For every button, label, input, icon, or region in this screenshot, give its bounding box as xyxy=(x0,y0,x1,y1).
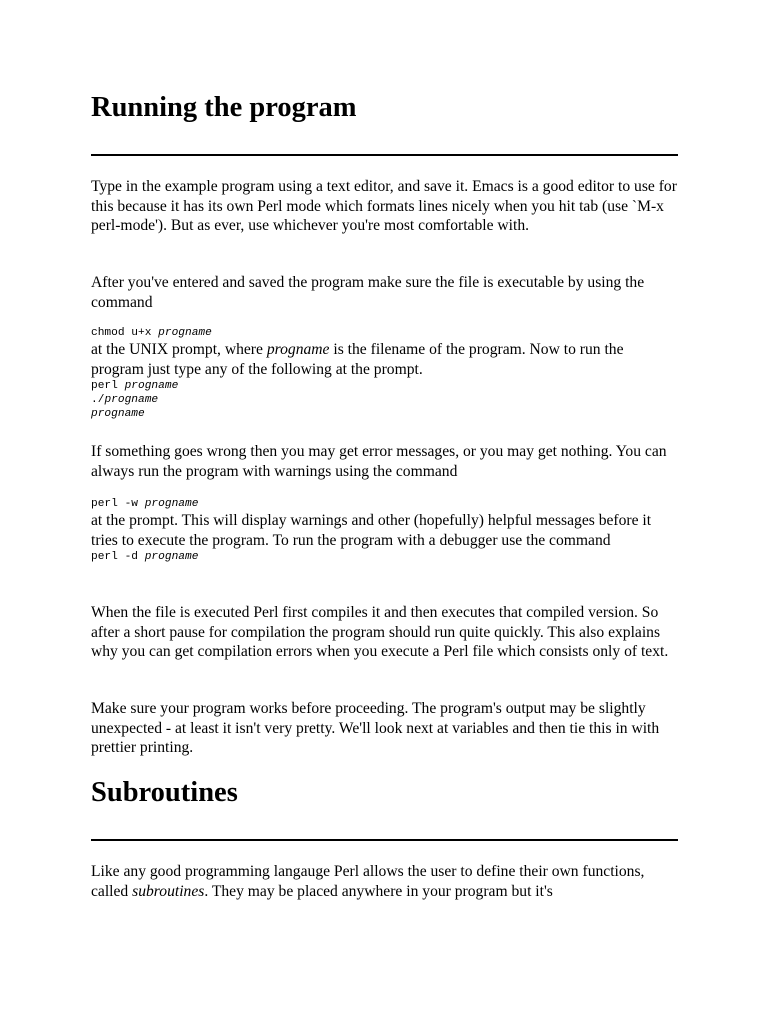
paragraph-text xyxy=(91,340,679,379)
paragraph-text: at the prompt. This will display warnings and other (hopefully) helpful messages before it tries to execute the program. To run the program with a debugger use the command xyxy=(91,512,652,549)
paragraph-errors xyxy=(91,442,679,481)
code-placeholder: progname xyxy=(124,380,179,392)
paragraph-text: Type in the example program using a text editor, and save it. Emacs is a good editor to use for this because it has its own Perl mode which formats lines nicely when you hit tab (use `M-x perl-mode'). But as ever, use whichever you're most comfortable with. xyxy=(91,178,677,234)
code-and-text-block-run xyxy=(91,326,679,421)
code-line-perl-w xyxy=(91,497,679,511)
paragraph-text: When the file is executed Perl first compiles it and then executes that compiled version. So after a short pause for compilation the program should run quite quickly. This also explains why you can get compilation errors when you execute a Perl file which consists only of text. xyxy=(91,604,669,660)
code-command: ./ xyxy=(91,394,105,406)
code-placeholder: progname xyxy=(91,408,145,420)
text-run: at the UNIX prompt, where xyxy=(91,341,267,358)
paragraph-intro xyxy=(91,177,679,236)
code-line-progname xyxy=(91,407,679,421)
emphasis-text: progname xyxy=(266,341,330,358)
code-placeholder: progname xyxy=(158,327,212,339)
code-placeholder: progname xyxy=(144,551,199,563)
text-run: is the filename of the program. Now to run the program just type any of the following at the prompt. xyxy=(91,341,624,378)
emphasis-text: subroutines xyxy=(132,882,205,900)
code-command: perl -d xyxy=(91,551,145,563)
code-line-perl xyxy=(91,379,679,393)
horizontal-rule xyxy=(91,839,678,841)
code-placeholder: progname xyxy=(104,394,159,406)
text-run: Like any good programming langauge Perl allows the user to define their own functions, called xyxy=(91,863,645,900)
code-and-text-block-warnings xyxy=(91,497,679,564)
paragraph-compilation xyxy=(91,603,679,662)
code-line-perl-d xyxy=(91,550,679,564)
section-heading-subroutines: Subroutines xyxy=(91,777,238,808)
code-command: perl -w xyxy=(91,498,145,510)
paragraph-proceed xyxy=(91,699,679,758)
paragraph-text: If something goes wrong then you may get error messages, or you may get nothing. You can always run the program with warnings using the command xyxy=(91,443,667,480)
paragraph-text xyxy=(91,862,679,901)
paragraph-subroutines xyxy=(91,862,679,901)
paragraph-executable xyxy=(91,273,679,312)
code-line-dot-slash xyxy=(91,393,679,407)
horizontal-rule xyxy=(91,154,678,156)
paragraph-text: Make sure your program works before proceeding. The program's output may be slightly unexpected - at least it isn't very pretty. We'll look next at variables and then tie this in with prettier printing. xyxy=(91,700,660,756)
section-heading-running-the-program: Running the program xyxy=(91,92,357,123)
code-placeholder: progname xyxy=(144,498,199,510)
code-command: perl xyxy=(91,380,125,392)
code-line-chmod xyxy=(91,326,679,340)
paragraph-text: After you've entered and saved the program make sure the file is executable by using the command xyxy=(91,274,645,311)
text-run: . They may be placed anywhere in your program but it's xyxy=(204,882,553,900)
code-command: chmod u+x xyxy=(91,327,159,339)
